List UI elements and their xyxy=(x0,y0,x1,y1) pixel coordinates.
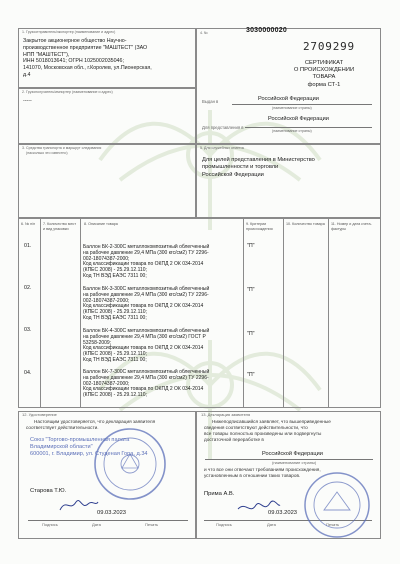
declarant-name: Прима А.В. xyxy=(204,491,235,497)
stamp-org-line: 600001, г. Владимир, ул. Студеная Гора, д.34 xyxy=(30,450,148,457)
row-description xyxy=(83,245,209,280)
exporter-line: 141070, Московская обл., г.Королев, ул.Пионерская, xyxy=(23,65,152,72)
chamber-stamp-text xyxy=(30,437,148,458)
exporter-line: НПП "МАШТЕСТ"), xyxy=(23,51,70,58)
row-criterion: "П" xyxy=(247,372,255,378)
col-header-criteria: 9. Критерии происхождения xyxy=(246,222,273,231)
exporter-line: д.4 xyxy=(23,71,31,78)
desc-line: Баллон БК-4-300С металлокомпозитный облегченный xyxy=(83,328,210,334)
transport-label: 3. Средства транспорта и маршрут следования xyxy=(22,146,102,150)
consignee-value: ----- xyxy=(23,98,32,104)
certificate-number-label: 4. № xyxy=(200,31,208,35)
desc-line: Код классификации товара по ОКПД 2 ОК 034-2014 xyxy=(83,303,204,310)
exporter-details xyxy=(23,38,152,79)
exporter-line: ИНН 5018013641; ОГРН 1025002035046; xyxy=(23,58,124,65)
desc-line: 53258-2009; xyxy=(83,339,112,346)
stamp-number: 2709299 xyxy=(303,40,355,53)
desc-line: 002-18074387-2000; xyxy=(83,297,130,304)
desc-line: (КПЕС 2008) - 25.29.12.110; xyxy=(83,392,147,398)
certification-label: 12. Удостоверение xyxy=(22,412,57,417)
desc-line: на рабочее давление 29,4 МПа (300 кгс/см2) ТУ 2296- xyxy=(83,249,209,256)
table-divider xyxy=(80,218,81,408)
row-description xyxy=(83,287,209,322)
certifier-name: Старова Т.Ю. xyxy=(30,488,67,494)
caption-stamp: Печать xyxy=(326,522,340,527)
row-criterion: "П" xyxy=(247,287,255,293)
issued-country: Российской Федерации xyxy=(258,96,319,102)
desc-line: (КПЕС 2008) - 25.29.12.110; xyxy=(83,267,147,273)
desc-line: на рабочее давление 29,4 МПа (300 кгс/см2) ТУ 2296- xyxy=(83,374,209,381)
table-divider xyxy=(243,218,244,408)
caption-date: Дата xyxy=(267,522,276,527)
declaration-signature-line xyxy=(204,520,372,521)
declaration-date: 09.03.2023 xyxy=(268,510,298,516)
caption-stamp: Печать xyxy=(145,522,159,527)
table-divider xyxy=(40,218,41,408)
certification-date: 09.03.2023 xyxy=(97,510,127,516)
desc-line: Код классификации товара по ОКПД 2 ОК 034-2014 xyxy=(83,386,204,393)
title-line: форма СТ-1 xyxy=(307,81,341,88)
declaration-country-caption: (наименование страны) xyxy=(272,460,317,465)
row-number: 01. xyxy=(24,243,32,249)
row-description xyxy=(83,370,209,399)
col-header-description: 8. Описание товара xyxy=(84,222,118,226)
exporter-label: 1. Грузоотправитель/экспортер (наименование и адрес) xyxy=(22,30,116,34)
declaration-line: все товары полностью произведены или подвергнуты xyxy=(204,430,322,436)
declaration-text-2 xyxy=(204,467,321,479)
consignee-label: 2. Грузополучатель/импортер (наименование и адрес) xyxy=(22,90,113,94)
transport-label-note: (насколько это известно) xyxy=(26,151,68,155)
row-number: 02. xyxy=(24,285,32,291)
exporter-line: Закрытое акционерное общество Научно- xyxy=(23,38,127,44)
desc-line: на рабочее давление 29,4 МПа (300 кгс/см2) ТУ 2296- xyxy=(83,291,209,298)
desc-line: 002-18074387-2000; xyxy=(83,255,130,262)
desc-line: Баллон БК-2-300С металлокомпозитный облегченный xyxy=(83,244,210,250)
exporter-line: производственное предприятие "МАШТЕСТ" (ЗАО xyxy=(23,44,148,51)
row-criterion: "П" xyxy=(247,243,255,249)
present-underline xyxy=(245,127,372,128)
certification-line: соответствует действительности. xyxy=(26,424,99,430)
certification-text xyxy=(26,419,155,431)
certificate-title xyxy=(284,60,364,89)
desc-line: Код ТН ВЭД ЕАЭС 7311 00; xyxy=(83,272,147,279)
title-line: СЕРТИФИКАТ xyxy=(304,60,344,66)
caption-date: Дата xyxy=(92,522,101,527)
col-header-invoice: 11. Номер и дата счета-фактуры xyxy=(331,222,372,231)
issued-underline xyxy=(232,104,372,105)
certification-line: Настоящим удостоверяется, что декларация заявителя xyxy=(34,419,156,424)
notes-line: Российской Федерации xyxy=(202,171,264,178)
caption-signature: Подпись xyxy=(216,522,232,527)
declaration-line: Нижеподписавшийся заявляет, что вышеприведенные xyxy=(212,419,331,424)
notes-line: промышленности и торговли xyxy=(202,164,279,171)
col-header-quantity: 10. Количество товара xyxy=(286,222,325,226)
desc-line: 002-18074387-2000; xyxy=(83,380,130,387)
desc-line: (КПЕС 2008) - 25.29.12.110; xyxy=(83,351,147,357)
certification-signature-line xyxy=(28,520,188,521)
desc-line: Код ТН ВЭД ЕАЭС 7311 00; xyxy=(83,356,147,363)
present-label: Для представления в xyxy=(202,125,244,130)
col-header-packages: 7. Количество мест и вид упаковки xyxy=(43,222,77,231)
official-notes-text xyxy=(202,157,315,179)
desc-line: Код классификации товара по ОКПД 2 ОК 034-2014 xyxy=(83,345,204,352)
present-country: Российской Федерации xyxy=(268,116,329,122)
present-caption: (наименование страны) xyxy=(272,129,312,133)
desc-line: Баллон БК-7-300С металлокомпозитный облегченный xyxy=(83,369,210,375)
declaration-line: и что все они отвечают требованиям происхождения, xyxy=(204,467,321,472)
certificate-number: 3030000020 xyxy=(246,27,287,34)
declaration-line: достаточной переработке в xyxy=(204,436,264,442)
stamp-org-line: Союз "Торгово-промышленная палата xyxy=(30,437,130,443)
notes-line: Для целей представления в Министерство xyxy=(202,157,315,163)
desc-line: (КПЕС 2008) - 25.29.12.110; xyxy=(83,309,147,315)
desc-line: Код ТН ВЭД ЕАЭС 7311 00; xyxy=(83,314,147,321)
title-line: О ПРОИСХОЖДЕНИИ ТОВАРА xyxy=(293,67,355,81)
row-number: 03. xyxy=(24,327,32,333)
declaration-line: установленным в отношении таких товаров. xyxy=(204,472,301,478)
declaration-text xyxy=(204,419,331,443)
issued-caption: (наименование страны) xyxy=(272,106,312,110)
table-divider xyxy=(328,218,329,408)
row-description xyxy=(83,329,209,364)
col-header-number: 6. № п/п xyxy=(21,222,36,226)
desc-line: Баллон БК-3-300С металлокомпозитный облегченный xyxy=(83,286,210,292)
table-divider xyxy=(283,218,284,408)
box-official-notes xyxy=(196,144,381,218)
desc-line: Код классификации товара по ОКПД 2 ОК 034-2014 xyxy=(83,261,204,268)
stamp-org-line: Владимирской области" xyxy=(30,443,93,450)
declaration-line: сведения соответствуют действительности, что xyxy=(204,424,308,430)
official-notes-label: 5. Для служебных отметок xyxy=(200,146,245,150)
row-number: 04. xyxy=(24,370,32,376)
declaration-label: 13. Декларация заявителя xyxy=(201,412,251,417)
box-consignee xyxy=(18,88,196,144)
desc-line: на рабочее давление 29,4 МПа (300 кгс/см2) ГОСТ Р xyxy=(83,333,206,340)
declaration-country: Российской Федерации xyxy=(262,451,323,457)
caption-signature: Подпись xyxy=(42,522,58,527)
row-criterion: "П" xyxy=(247,331,255,337)
issued-label: Выдан в xyxy=(202,99,219,104)
